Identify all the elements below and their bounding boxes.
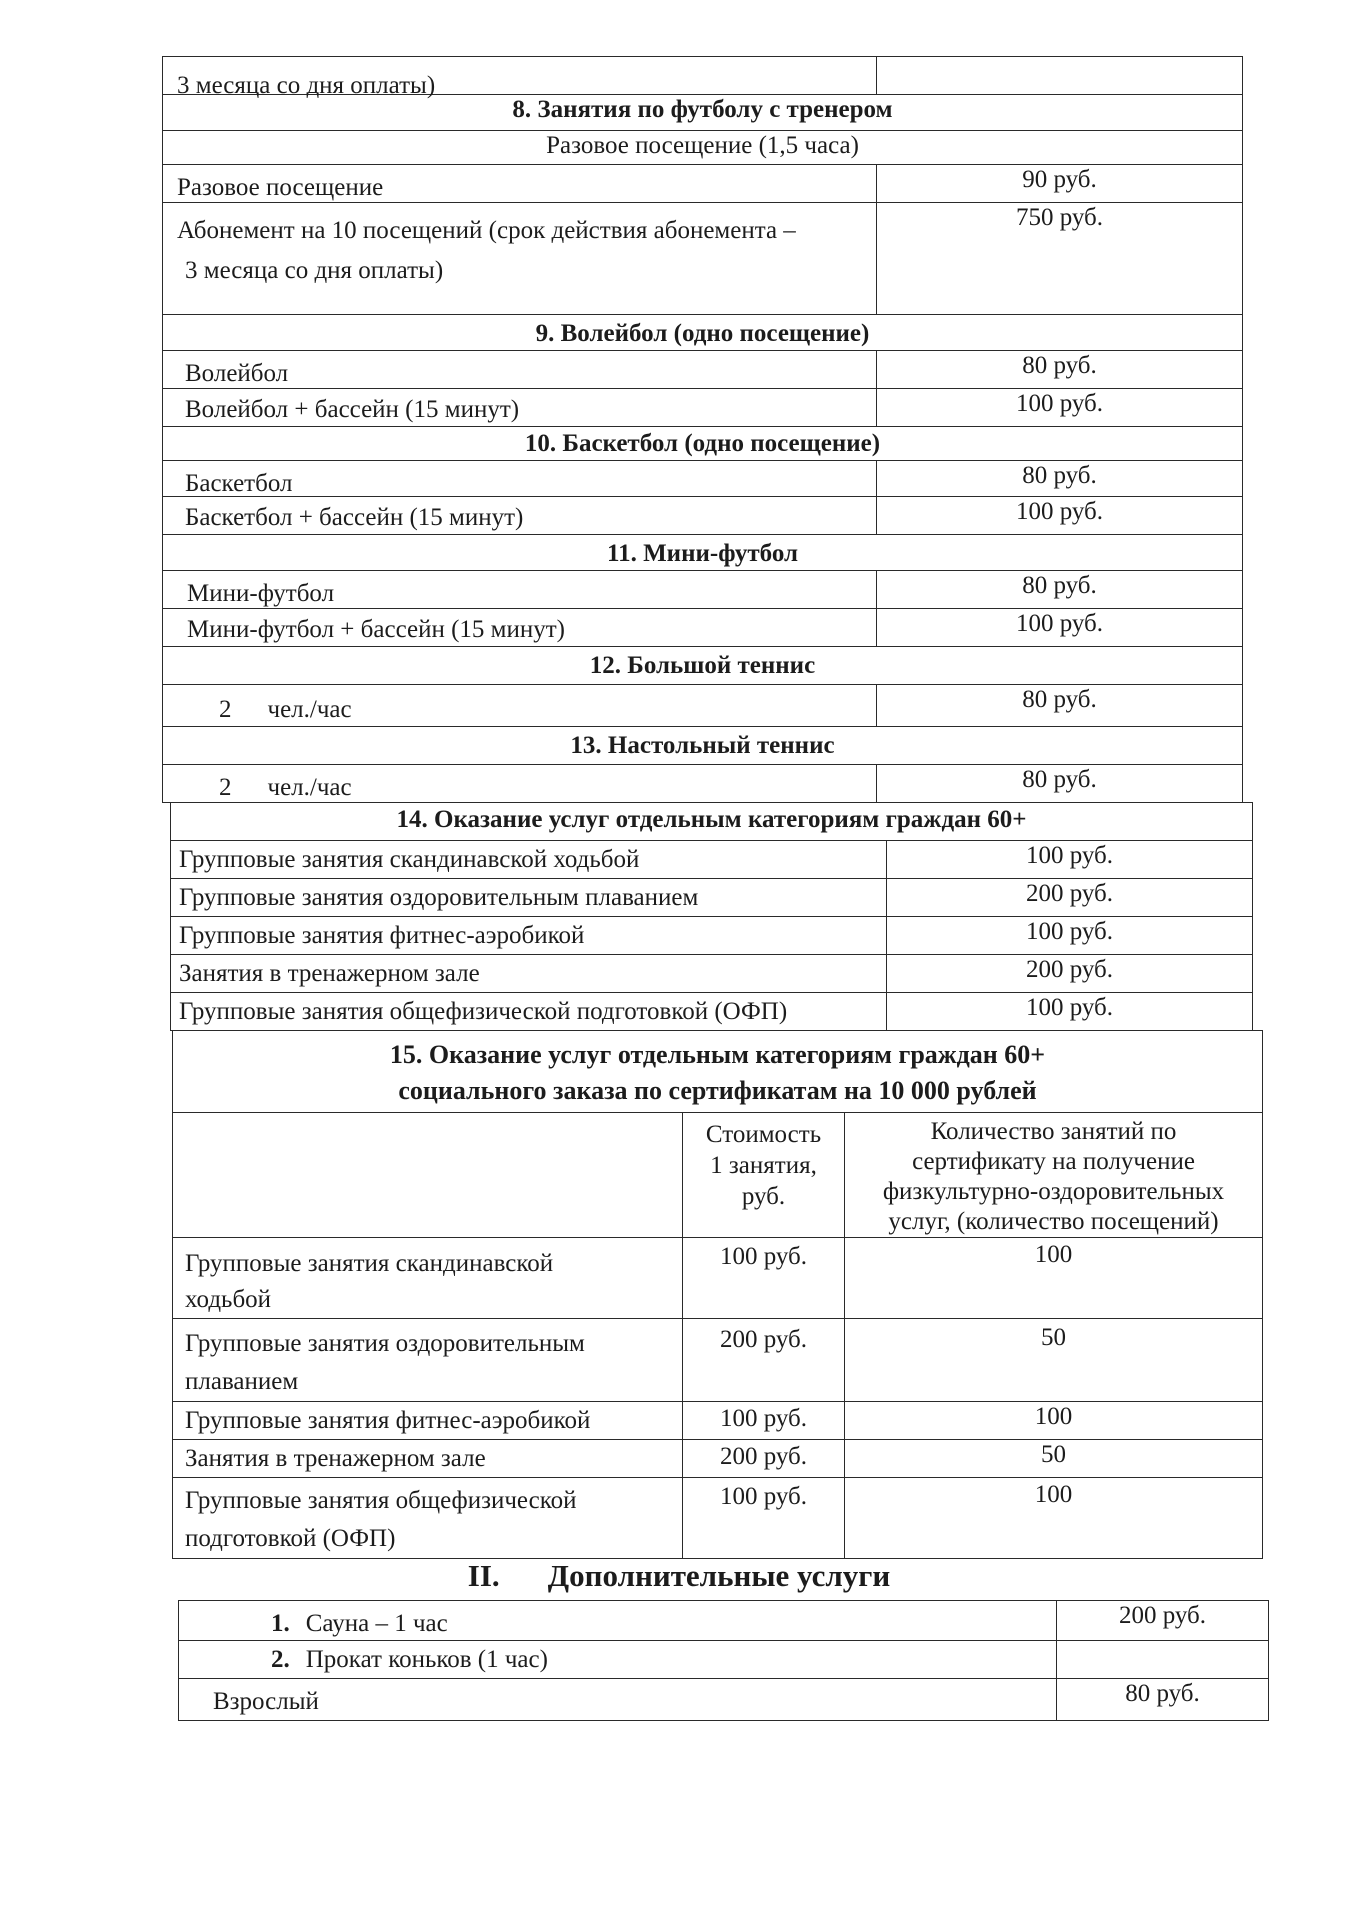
row-price: 200 руб. xyxy=(887,879,1253,917)
row-label: Волейбол + бассейн (15 минут) xyxy=(163,389,877,427)
table-row xyxy=(173,1319,1263,1402)
header-cost: Стоимость 1 занятия, руб. xyxy=(683,1113,845,1238)
row-price: 100 руб. xyxy=(877,609,1243,647)
row-label: 1. Сауна – 1 час xyxy=(179,1601,1057,1641)
row-price xyxy=(1057,1641,1269,1679)
row-price: 750 руб. xyxy=(877,203,1243,315)
table-row xyxy=(173,1238,1263,1319)
section-8-title: 8. Занятия по футболу с тренером xyxy=(163,95,1243,131)
row-cost: 100 руб. xyxy=(683,1402,845,1440)
section-9-title: 9. Волейбол (одно посещение) xyxy=(163,315,1243,351)
row-label: Баскетбол xyxy=(163,461,877,497)
table-row xyxy=(179,1601,1269,1641)
row-label: Занятия в тренажерном зале xyxy=(173,1440,683,1478)
table-row xyxy=(173,1478,1263,1559)
table-row xyxy=(163,351,1243,389)
row-price: 80 руб. xyxy=(877,571,1243,609)
row-label: 2 чел./час xyxy=(163,765,877,803)
row-label: Групповые занятия скандинавской ходьбой xyxy=(171,841,887,879)
section-2-title: Дополнительные услуги xyxy=(547,1558,891,1593)
row-label: 3 месяца со дня оплаты) xyxy=(163,57,877,95)
row-label: Групповые занятия скандинавской ходьбой xyxy=(173,1238,683,1319)
table-row xyxy=(171,993,1253,1031)
table-row xyxy=(163,57,1243,95)
header-sessions-count: Количество занятий по сертификату на получение физкультурно-оздоровительных услуг, (количество посещений) xyxy=(845,1113,1263,1238)
section-14-title: 14. Оказание услуг отдельным категориям граждан 60+ xyxy=(171,803,1253,841)
row-count: 100 xyxy=(845,1478,1263,1559)
row-price: 90 руб. xyxy=(877,165,1243,203)
price-table-section-15 xyxy=(172,1030,1263,1559)
row-cost: 100 руб. xyxy=(683,1478,845,1559)
row-label: Групповые занятия оздоровительным плаванием xyxy=(171,879,887,917)
table-row xyxy=(179,1641,1269,1679)
row-price: 100 руб. xyxy=(887,841,1253,879)
row-number: 2. xyxy=(271,1646,290,1673)
row-price xyxy=(877,57,1243,95)
row-price: 100 руб. xyxy=(877,497,1243,535)
table-row xyxy=(163,497,1243,535)
table-row xyxy=(163,571,1243,609)
row-price: 80 руб. xyxy=(877,685,1243,727)
table-row xyxy=(163,203,1243,315)
section-2-heading xyxy=(0,1558,1358,1594)
price-table-part1 xyxy=(162,56,1243,803)
table-row xyxy=(163,685,1243,727)
table-row xyxy=(163,609,1243,647)
row-cost: 200 руб. xyxy=(683,1319,845,1402)
table-header-row xyxy=(173,1113,1263,1238)
row-count: 50 xyxy=(845,1319,1263,1402)
row-cost: 200 руб. xyxy=(683,1440,845,1478)
row-number: 2 xyxy=(219,774,232,801)
section-2-number: II. xyxy=(467,1558,500,1593)
row-label: Взрослый xyxy=(179,1679,1057,1721)
table-row xyxy=(173,1402,1263,1440)
table-row xyxy=(163,165,1243,203)
row-label: 2 чел./час xyxy=(163,685,877,727)
row-price: 80 руб. xyxy=(877,461,1243,497)
row-count: 100 xyxy=(845,1238,1263,1319)
row-price: 80 руб. xyxy=(877,351,1243,389)
row-label: Волейбол xyxy=(163,351,877,389)
row-cost: 100 руб. xyxy=(683,1238,845,1319)
table-row xyxy=(171,917,1253,955)
table-row xyxy=(163,461,1243,497)
row-label: Мини-футбол + бассейн (15 минут) xyxy=(163,609,877,647)
row-count: 100 xyxy=(845,1402,1263,1440)
table-row xyxy=(163,765,1243,803)
row-label: Занятия в тренажерном зале xyxy=(171,955,887,993)
table-row xyxy=(171,879,1253,917)
header-empty xyxy=(173,1113,683,1238)
row-label: Групповые занятия фитнес-аэробикой xyxy=(173,1402,683,1440)
table-row xyxy=(173,1440,1263,1478)
row-price: 200 руб. xyxy=(1057,1601,1269,1641)
row-price: 100 руб. xyxy=(887,993,1253,1031)
row-number: 2 xyxy=(219,696,232,723)
table-row xyxy=(179,1679,1269,1721)
row-label: Мини-футбол xyxy=(163,571,877,609)
section-11-title: 11. Мини-футбол xyxy=(163,535,1243,571)
row-price: 80 руб. xyxy=(877,765,1243,803)
row-price: 100 руб. xyxy=(877,389,1243,427)
row-label: Абонемент на 10 посещений (срок действия абонемента – 3 месяца со дня оплаты) xyxy=(163,203,877,315)
row-label: Баскетбол + бассейн (15 минут) xyxy=(163,497,877,535)
row-number: 1. xyxy=(271,1610,290,1637)
row-label: Разовое посещение xyxy=(163,165,877,203)
section-10-title: 10. Баскетбол (одно посещение) xyxy=(163,427,1243,461)
price-table-section-14 xyxy=(170,802,1253,1031)
additional-services-table xyxy=(178,1600,1269,1721)
table-row xyxy=(171,841,1253,879)
table-row xyxy=(171,955,1253,993)
row-label: Групповые занятия фитнес-аэробикой xyxy=(171,917,887,955)
row-price: 80 руб. xyxy=(1057,1679,1269,1721)
section-13-title: 13. Настольный теннис xyxy=(163,727,1243,765)
row-count: 50 xyxy=(845,1440,1263,1478)
section-12-title: 12. Большой теннис xyxy=(163,647,1243,685)
section-15-title: 15. Оказание услуг отдельным категориям граждан 60+ социального заказа по сертификатам на 10 000 рублей xyxy=(173,1031,1263,1113)
row-price: 200 руб. xyxy=(887,955,1253,993)
row-label: Групповые занятия общефизической подготовкой (ОФП) xyxy=(173,1478,683,1559)
table-row xyxy=(163,389,1243,427)
row-price: 100 руб. xyxy=(887,917,1253,955)
row-label: Групповые занятия общефизической подготовкой (ОФП) xyxy=(171,993,887,1031)
section-8-subtitle: Разовое посещение (1,5 часа) xyxy=(163,131,1243,165)
row-label: Групповые занятия оздоровительным плаванием xyxy=(173,1319,683,1402)
row-label: 2. Прокат коньков (1 час) xyxy=(179,1641,1057,1679)
